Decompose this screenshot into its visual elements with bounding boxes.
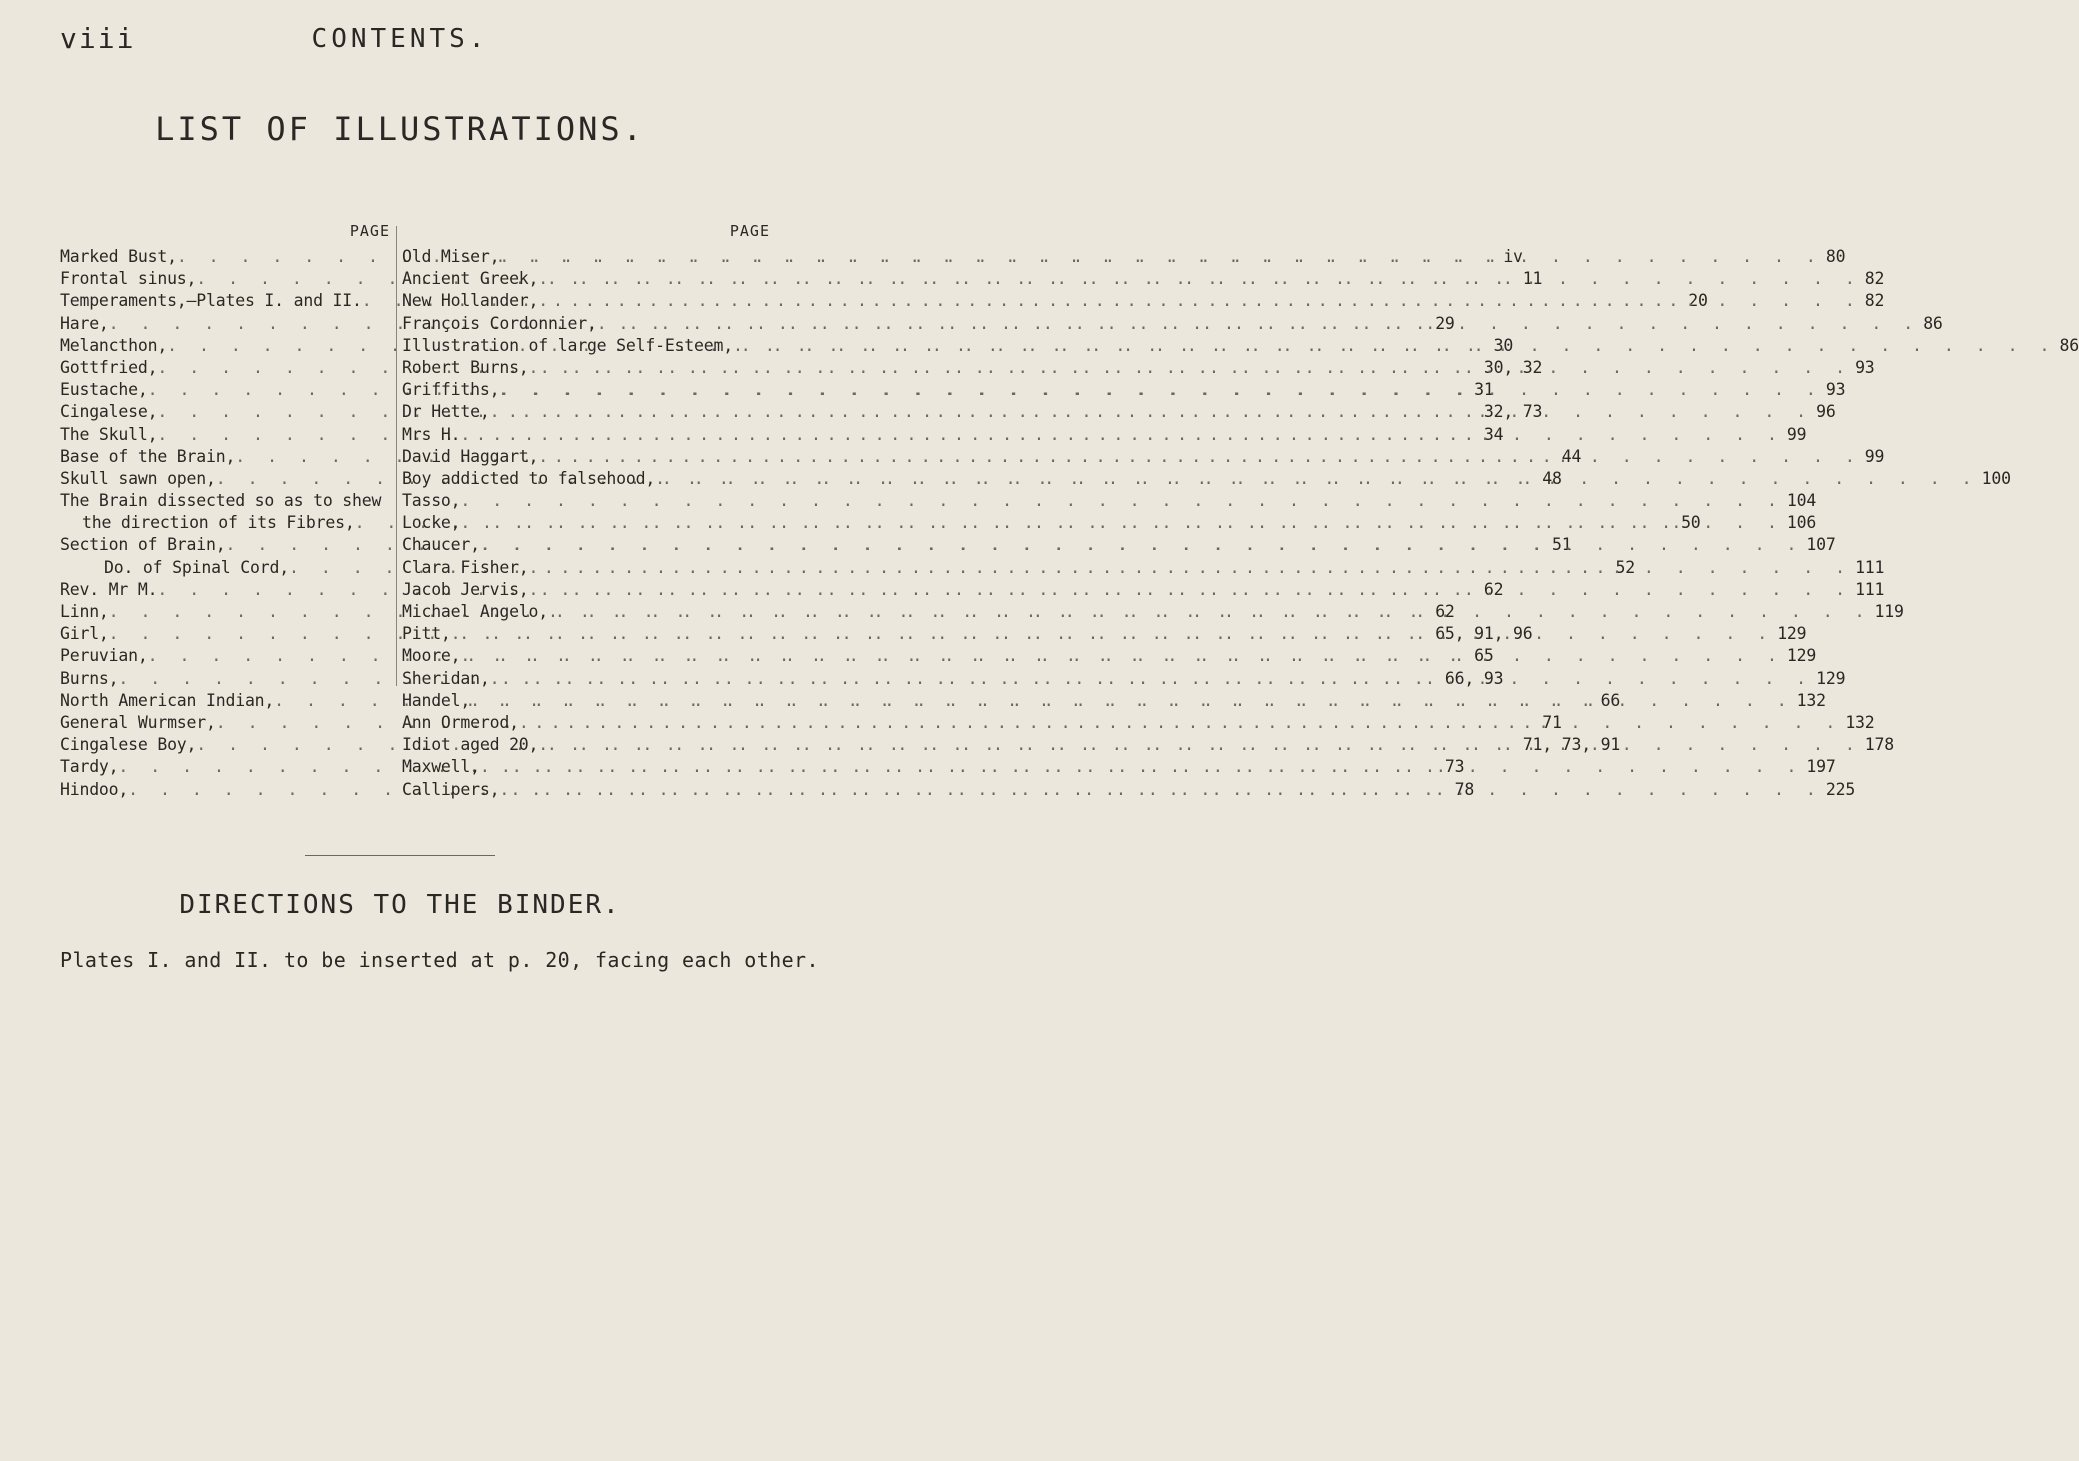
illustration-title: Old Miser, bbox=[402, 247, 500, 266]
page-reference: 82 bbox=[1864, 291, 1885, 311]
page-reference: 93 bbox=[1825, 380, 1846, 400]
illustration-title: Handel, bbox=[402, 690, 471, 710]
dot-leader bbox=[460, 645, 1783, 667]
page-reference: 51 bbox=[1552, 535, 1572, 555]
dot-leader bbox=[733, 335, 2056, 357]
illustration-title: New Hollander, bbox=[402, 291, 539, 311]
illustration-title: Rev. Mr M. bbox=[60, 579, 158, 599]
illustration-title: Cingalese, bbox=[60, 402, 158, 422]
page-reference: 111 bbox=[1855, 579, 1885, 599]
illustration-title: Illustration of large Self-Esteem, bbox=[402, 335, 733, 355]
list-item bbox=[60, 490, 390, 512]
separator-rule bbox=[305, 855, 495, 856]
page-reference: 30 bbox=[1493, 335, 1514, 355]
page-reference: 66 bbox=[1600, 690, 1621, 710]
page-reference: 132 bbox=[1796, 690, 1826, 710]
dot-leader bbox=[499, 779, 1822, 801]
running-title: CONTENTS. bbox=[311, 24, 489, 54]
dot-leader bbox=[548, 601, 1871, 623]
dot-leader bbox=[460, 424, 1783, 446]
page-reference: 129 bbox=[1777, 624, 1807, 644]
dot-leader bbox=[519, 712, 1842, 734]
page-reference: 96 bbox=[1816, 402, 1836, 422]
page-reference: 71 bbox=[1542, 712, 1562, 732]
illustration-title: Idiot aged 20, bbox=[402, 735, 539, 755]
illustrations-table bbox=[60, 218, 2079, 799]
illustration-title: Boy addicted to falsehood, bbox=[402, 468, 656, 488]
dot-leader bbox=[529, 579, 1852, 601]
illustration-title: General Wurmser, bbox=[60, 712, 216, 732]
running-head bbox=[0, 22, 800, 62]
page-reference: 71, 73, 91 bbox=[1522, 735, 1621, 755]
illustration-title: Moore, bbox=[402, 646, 461, 666]
page-reference: 65 bbox=[1474, 646, 1494, 666]
page-reference: 52 bbox=[1615, 557, 1635, 577]
page-reference: 73 bbox=[1444, 757, 1465, 777]
dot-leader bbox=[529, 557, 1852, 579]
page-reference: iv bbox=[1503, 247, 1523, 266]
illustration-title: Peruvian, bbox=[60, 646, 148, 666]
illustration-title: the direction of its Fibres, bbox=[82, 513, 355, 533]
page-reference: 86 bbox=[2059, 335, 2079, 355]
directions-text: Plates I. and II. to be inserted at p. 20, facing each other. bbox=[60, 948, 819, 972]
illustration-title: Hindoo, bbox=[60, 779, 129, 799]
illustration-title: Michael Angelo, bbox=[402, 602, 549, 621]
page-reference: 80 bbox=[1825, 247, 1846, 266]
page-reference: 78 bbox=[1454, 779, 1475, 799]
illustration-title: Tasso, bbox=[402, 491, 461, 511]
page-reference: 62 bbox=[1483, 579, 1504, 599]
page-reference: 99 bbox=[1864, 446, 1885, 466]
page-number: viii bbox=[60, 22, 136, 55]
left-page-header: PAGE bbox=[349, 222, 390, 240]
illustration-title: Jacob Jervis, bbox=[402, 579, 529, 599]
page-reference: 34 bbox=[1483, 424, 1504, 444]
illustration-title: Section of Brain, bbox=[60, 535, 226, 555]
illustration-title: François Cordonnier, bbox=[402, 313, 597, 333]
dot-leader bbox=[451, 623, 1774, 645]
dot-leader bbox=[538, 290, 1861, 312]
illustration-title: Cingalese Boy, bbox=[60, 735, 197, 755]
page-reference: 48 bbox=[1542, 468, 1562, 488]
dot-leader bbox=[460, 512, 1783, 534]
page-reference: 32, 73 bbox=[1483, 402, 1543, 422]
page-reference: 20 bbox=[1688, 291, 1708, 311]
page-reference: 86 bbox=[1923, 313, 1943, 333]
column-divider bbox=[396, 226, 397, 686]
list-of-illustrations-title: LIST OF ILLUSTRATIONS. bbox=[155, 110, 645, 148]
page-reference: 104 bbox=[1786, 491, 1817, 511]
illustration-title: Dr Hette, bbox=[402, 402, 490, 422]
page-reference: 132 bbox=[1845, 712, 1875, 732]
illustration-title: The Skull, bbox=[60, 424, 158, 444]
illustration-title: Ancient Greek, bbox=[402, 269, 539, 289]
page-reference: 66, 93 bbox=[1444, 668, 1504, 688]
dot-leader bbox=[538, 734, 1861, 756]
page-reference: 178 bbox=[1864, 735, 1894, 755]
illustration-title: Ann Ormerod, bbox=[402, 712, 519, 732]
dot-leader bbox=[538, 268, 1861, 290]
dot-leader bbox=[490, 401, 1813, 423]
illustration-title: Burns, bbox=[60, 668, 119, 688]
illustration-title: Chaucer, bbox=[402, 535, 480, 555]
illustration-title: Base of the Brain, bbox=[60, 446, 236, 466]
page-reference: 111 bbox=[1855, 557, 1885, 577]
page-reference: 129 bbox=[1786, 646, 1817, 666]
illustration-title: Robert Burns, bbox=[402, 357, 529, 377]
list-item bbox=[402, 490, 1817, 512]
illustration-title: Temperaments,—Plates I. and II. bbox=[60, 291, 362, 311]
illustration-title: Hare, bbox=[60, 313, 109, 333]
page-reference: 65, 91, 96 bbox=[1435, 624, 1533, 644]
illustration-title: Maxwell, bbox=[402, 757, 480, 777]
illustration-title: Tardy, bbox=[60, 757, 119, 777]
right-page-header: PAGE bbox=[729, 222, 770, 240]
dot-leader bbox=[655, 468, 1978, 490]
page-reference: 225 bbox=[1825, 779, 1856, 799]
illustration-title: Callipers, bbox=[402, 779, 500, 799]
illustration-title: Sheridan, bbox=[402, 668, 490, 688]
dot-leader bbox=[480, 534, 1803, 556]
illustration-title: Girl, bbox=[60, 624, 109, 644]
page-reference: 31 bbox=[1474, 380, 1494, 400]
illustration-title: Locke, bbox=[402, 513, 461, 533]
page-reference: 30, 32 bbox=[1483, 357, 1543, 377]
page-reference: 119 bbox=[1874, 602, 1904, 621]
directions-title: DIRECTIONS TO THE BINDER. bbox=[179, 890, 621, 920]
page-reference: 50 bbox=[1681, 513, 1701, 533]
dot-leader bbox=[460, 490, 1783, 512]
dot-leader bbox=[470, 690, 1793, 712]
dot-leader bbox=[529, 357, 1852, 379]
illustration-title: Linn, bbox=[60, 602, 109, 621]
dot-leader bbox=[597, 313, 1920, 335]
illustration-title: Marked Bust, bbox=[60, 247, 177, 266]
illustration-title: Mrs H. bbox=[402, 424, 461, 444]
page-reference: 44 bbox=[1561, 446, 1582, 466]
illustration-title: Griffiths, bbox=[402, 380, 500, 400]
illustration-title: Do. of Spinal Cord, bbox=[104, 557, 289, 577]
page-reference: 107 bbox=[1806, 535, 1836, 555]
page-reference: 99 bbox=[1786, 424, 1807, 444]
dot-leader bbox=[499, 246, 1822, 268]
illustration-title: Eustache, bbox=[60, 380, 148, 400]
illustration-title: The Brain dissected so as to shew bbox=[60, 491, 382, 511]
page-reference: 93 bbox=[1855, 357, 1875, 377]
page-reference: 11 bbox=[1522, 269, 1543, 289]
page-reference: 82 bbox=[1864, 269, 1885, 289]
illustration-title: Pitt, bbox=[402, 624, 451, 644]
dot-leader bbox=[499, 379, 1822, 401]
illustration-title: Clara Fisher, bbox=[402, 557, 529, 577]
illustration-title: David Haggart, bbox=[402, 446, 539, 466]
page-reference: 29 bbox=[1435, 313, 1455, 333]
page-reference: 129 bbox=[1816, 668, 1846, 688]
illustration-title: Gottfried, bbox=[60, 357, 158, 377]
illustration-title: Skull sawn open, bbox=[60, 468, 216, 488]
page-reference bbox=[386, 490, 390, 512]
dot-leader bbox=[538, 446, 1861, 468]
page-reference: 197 bbox=[1806, 757, 1836, 777]
illustration-title: Melancthon, bbox=[60, 335, 168, 355]
dot-leader bbox=[480, 756, 1803, 778]
illustration-title: Frontal sinus, bbox=[60, 269, 197, 289]
illustration-title: North American Indian, bbox=[60, 690, 275, 710]
page-reference: 62 bbox=[1435, 602, 1455, 621]
page-reference: 106 bbox=[1786, 513, 1817, 533]
dot-leader bbox=[490, 668, 1813, 690]
page-reference: 100 bbox=[1981, 468, 2011, 488]
